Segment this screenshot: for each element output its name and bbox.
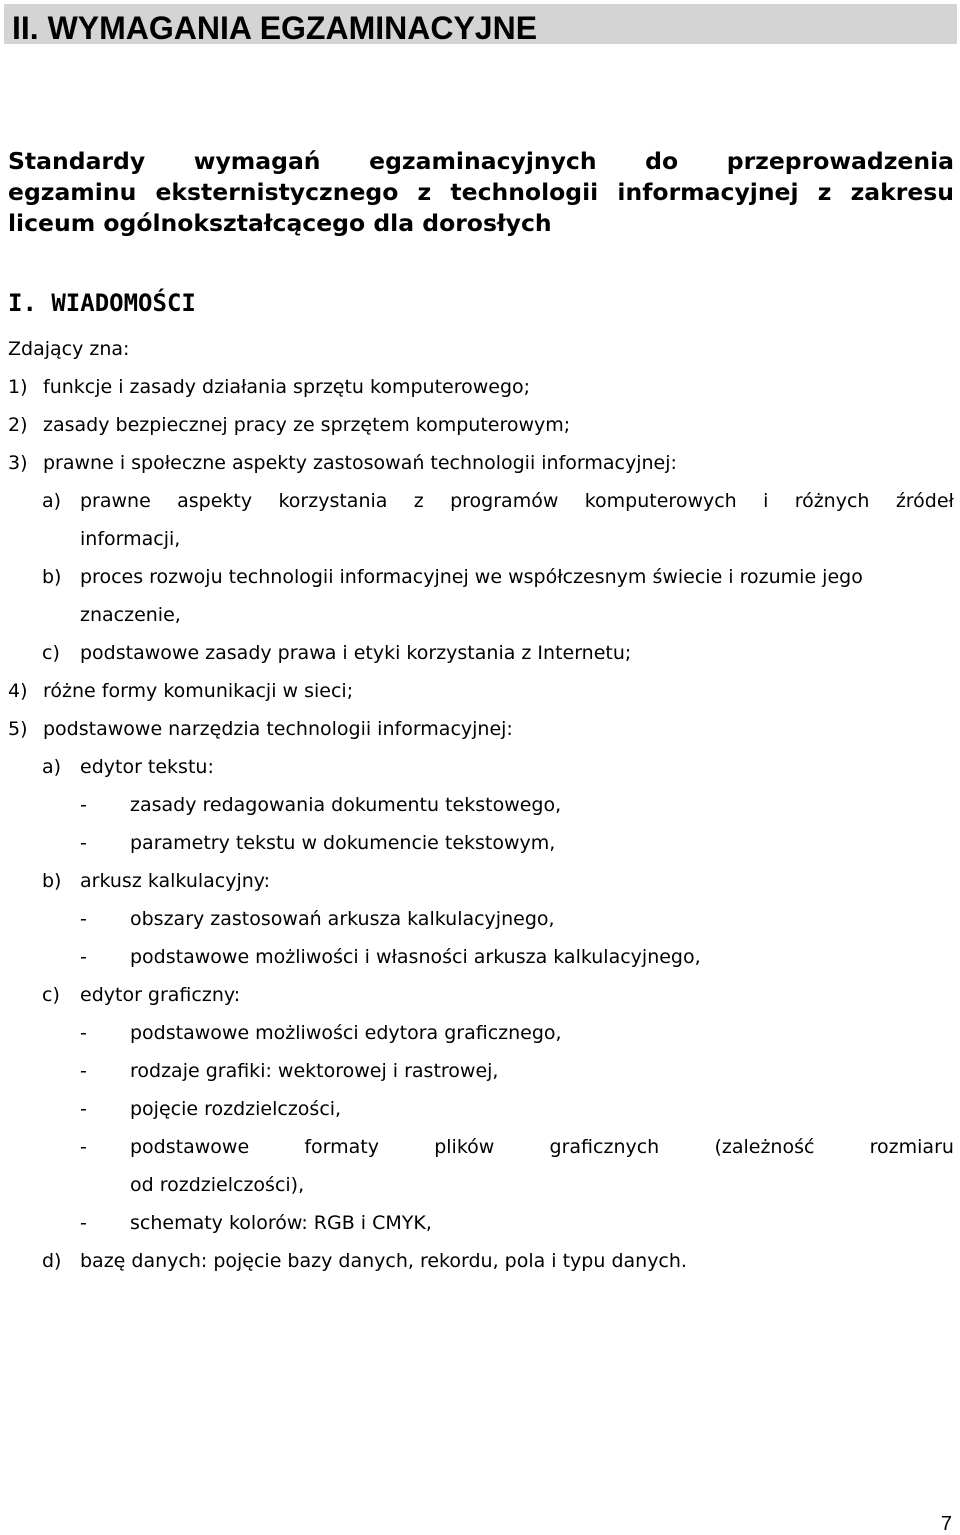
- list-item: [8, 412, 571, 438]
- bullet-item: [80, 830, 556, 856]
- item-text: arkusz kalkulacyjny:: [80, 870, 271, 892]
- item-text: [80, 488, 954, 514]
- bullet-item: [80, 792, 562, 818]
- list-item: [42, 982, 241, 1008]
- item-continuation: znaczenie,: [80, 604, 181, 626]
- word: komputerowych: [584, 490, 737, 512]
- list-item: [42, 488, 954, 514]
- bullet-item: [80, 1058, 499, 1084]
- word: programów: [450, 490, 559, 512]
- word: korzystania: [278, 490, 388, 512]
- bullet-dash: -: [80, 794, 87, 816]
- item-letter: b): [42, 870, 62, 892]
- word: źródeł: [895, 490, 954, 512]
- bullet-dash: -: [80, 1060, 87, 1082]
- item-text: proces rozwoju technologii informacyjnej we współczesnym świecie i rozumie jego: [80, 566, 863, 588]
- bullet-dash: -: [80, 1022, 87, 1044]
- list-item: [8, 678, 354, 704]
- chapter-title: II. WYMAGANIA EGZAMINACYJNE: [12, 10, 538, 46]
- list-item: [42, 564, 863, 590]
- standards-heading-line: egzaminu eksternistycznego z technologii informacyjnej z zakresu: [8, 178, 954, 206]
- bullet-text: [130, 1134, 954, 1160]
- word: prawne: [80, 490, 151, 512]
- word: rozmiaru: [869, 1136, 954, 1158]
- item-text: podstawowe zasady prawa i etyki korzystania z Internetu;: [80, 642, 632, 664]
- bullet-text: obszary zastosowań arkusza kalkulacyjnego,: [130, 908, 555, 930]
- bullet-text: parametry tekstu w dokumencie tekstowym,: [130, 832, 556, 854]
- word: (zależność: [714, 1136, 815, 1158]
- word: z: [413, 490, 424, 512]
- list-item: [8, 374, 531, 400]
- standards-heading: [8, 146, 954, 239]
- bullet-dash: -: [80, 832, 87, 854]
- word: aspekty: [177, 490, 253, 512]
- word: podstawowe: [130, 1136, 250, 1158]
- bullet-text: zasady redagowania dokumentu tekstowego,: [130, 794, 562, 816]
- bullet-dash: -: [80, 1212, 87, 1234]
- item-text: różne formy komunikacji w sieci;: [43, 680, 354, 702]
- list-item: [8, 716, 513, 742]
- item-text: prawne i społeczne aspekty zastosowań technologii informacyjnej:: [43, 452, 677, 474]
- item-letter: a): [42, 490, 62, 512]
- item-letter: c): [42, 642, 60, 664]
- section-title: I. WIADOMOŚCI: [8, 289, 196, 317]
- item-continuation: informacji,: [80, 528, 181, 550]
- item-letter: c): [42, 984, 60, 1006]
- item-number: 3): [8, 452, 28, 474]
- list-item: [42, 640, 632, 666]
- bullet-item: [80, 1134, 954, 1160]
- item-number: 5): [8, 718, 28, 740]
- page-number: 7: [940, 1513, 952, 1535]
- bullet-item: [80, 944, 701, 970]
- item-number: 1): [8, 376, 28, 398]
- item-text: bazę danych: pojęcie bazy danych, rekordu, pola i typu danych.: [80, 1250, 687, 1272]
- bullet-dash: -: [80, 946, 87, 968]
- bullet-item: [80, 1020, 562, 1046]
- item-letter: b): [42, 566, 62, 588]
- bullet-dash: -: [80, 1098, 87, 1120]
- bullet-dash: -: [80, 908, 87, 930]
- bullet-continuation: od rozdzielczości),: [130, 1174, 305, 1196]
- standards-heading-line: Standardy wymagań egzaminacyjnych do przeprowadzenia: [8, 147, 954, 175]
- chapter-title-bar: [4, 4, 957, 44]
- item-text: podstawowe narzędzia technologii informacyjnej:: [43, 718, 513, 740]
- item-letter: a): [42, 756, 62, 778]
- list-item: [42, 1248, 687, 1274]
- intro-text: Zdający zna:: [8, 338, 130, 360]
- word: formaty: [304, 1136, 379, 1158]
- bullet-text: rodzaje grafiki: wektorowej i rastrowej,: [130, 1060, 499, 1082]
- word: plików: [434, 1136, 495, 1158]
- word: graficznych: [549, 1136, 660, 1158]
- item-number: 4): [8, 680, 28, 702]
- bullet-text: podstawowe możliwości edytora graficznego,: [130, 1022, 562, 1044]
- bullet-text: schematy kolorów: RGB i CMYK,: [130, 1212, 432, 1234]
- bullet-item: [80, 1096, 342, 1122]
- list-item: [42, 868, 271, 894]
- bullet-item: [80, 1210, 432, 1236]
- item-text: zasady bezpiecznej pracy ze sprzętem komputerowym;: [43, 414, 571, 436]
- bullet-text: pojęcie rozdzielczości,: [130, 1098, 342, 1120]
- bullet-dash: -: [80, 1136, 87, 1158]
- word: różnych: [794, 490, 870, 512]
- item-text: funkcje i zasady działania sprzętu komputerowego;: [43, 376, 531, 398]
- item-text: edytor tekstu:: [80, 756, 214, 778]
- bullet-text: podstawowe możliwości i własności arkusza kalkulacyjnego,: [130, 946, 701, 968]
- item-text: edytor graficzny:: [80, 984, 241, 1006]
- list-item: [8, 450, 677, 476]
- item-number: 2): [8, 414, 28, 436]
- list-item: [42, 754, 214, 780]
- bullet-item: [80, 906, 555, 932]
- item-letter: d): [42, 1250, 62, 1272]
- standards-heading-line: liceum ogólnokształcącego dla dorosłych: [8, 209, 552, 237]
- word: i: [763, 490, 769, 512]
